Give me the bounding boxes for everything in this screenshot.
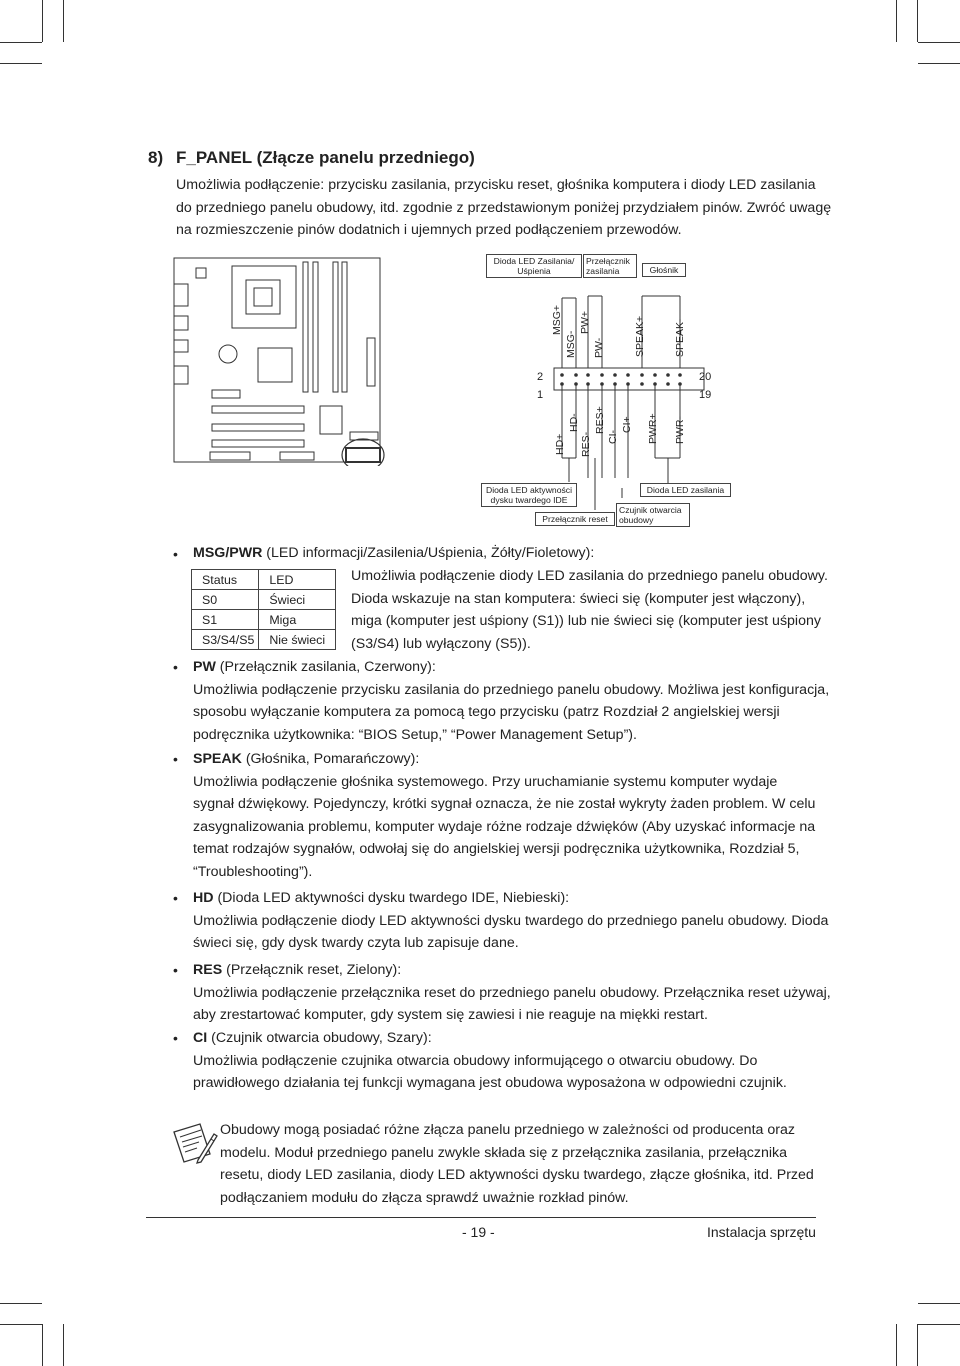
- speak-subtitle: (Głośnika, Pomarańczowy):: [241, 751, 420, 767]
- hd-section: [193, 887, 828, 955]
- power-led-label: Dioda LED zasilania: [640, 483, 731, 497]
- desc-line: Dioda wskazuje na stan komputera: świeci się (komputer jest włączony),: [351, 590, 806, 607]
- reset-switch-label: Przełącznik reset: [535, 512, 615, 526]
- body-line: aby zrestartować komputer, gdy system się zawiesi i nie reaguje na miękki restart.: [193, 1007, 708, 1023]
- note-line: modelu. Moduł przedniego panelu zwykle składa się z przełącznika zasilania, przełącznika: [220, 1144, 788, 1161]
- label-line: Uśpienia: [517, 266, 551, 276]
- intro-line: na rozmieszczenie pinów dodatnich i ujemnych przed podłączeniem przewodów.: [176, 222, 682, 238]
- table-cell: Nie świeci: [259, 630, 336, 650]
- desc-line: Umożliwia podłączenie diody LED zasilania do przedniego panelu obudowy.: [351, 568, 828, 584]
- ci-section: [193, 1027, 787, 1095]
- speak-title: SPEAK: [193, 751, 242, 767]
- crop-mark: [42, 0, 43, 42]
- label-line: Dioda LED aktywności: [486, 485, 572, 495]
- msg-description: [351, 565, 828, 655]
- res-subtitle: (Przełącznik reset, Zielony):: [222, 962, 402, 978]
- pin-label: PW-: [593, 337, 605, 358]
- msg-subtitle: (LED informacji/Zasilenia/Uśpienia, Żółty/Fioletowy):: [262, 545, 595, 561]
- table-row: [192, 570, 336, 590]
- bullet: •: [173, 659, 178, 675]
- note-line: resetu, diody LED zasilania, diody LED aktywności dysku twardego, złącze głośnika, itd. Przed: [220, 1167, 814, 1183]
- ci-title: CI: [193, 1030, 208, 1046]
- hd-subtitle: (Dioda LED aktywności dysku twardego IDE, Niebieski):: [213, 890, 570, 906]
- bullet: •: [173, 751, 178, 767]
- label-line: dysku twardego IDE: [490, 495, 568, 505]
- bullet: •: [173, 1030, 178, 1046]
- body-line: temat rodzajów sygnałów, odwołaj się do angielskiej wersji podręcznika użytkownika, Rozdział 5,: [193, 841, 800, 857]
- body-line: prawidłowego działania tej funkcji wymagana jest obudowa wyposażona w odpowiedni czujnik.: [193, 1075, 787, 1091]
- body-line: podręcznika użytkownika: “BIOS Setup,” “Power Management Setup”).: [193, 726, 637, 743]
- body-line: Umożliwia podłączenie diody LED aktywności dysku twardego do przedniego panelu obudowy. Dioda: [193, 912, 829, 929]
- msg-title: MSG/PWR: [193, 545, 263, 561]
- pin-number: 1: [537, 389, 544, 401]
- table-cell: S0: [192, 590, 259, 610]
- msg-heading: [193, 545, 594, 561]
- footer-divider: [146, 1217, 816, 1218]
- pin-label: HD+: [554, 433, 566, 455]
- crop-mark: [0, 1324, 42, 1325]
- section-number: 8): [148, 148, 164, 167]
- pin-label: CI+: [621, 416, 633, 433]
- pin-label: MSG+: [551, 304, 563, 335]
- res-heading: [193, 959, 831, 982]
- pin-label: SPEAK-: [674, 318, 686, 357]
- crop-mark: [918, 1303, 960, 1304]
- speak-section: [193, 748, 815, 883]
- section-title: F_PANEL (Złącze panelu przedniego): [176, 148, 475, 167]
- table-cell: LED: [259, 570, 336, 590]
- res-section: [193, 959, 831, 1027]
- chapter-title: Instalacja sprzętu: [707, 1224, 816, 1240]
- bullet: •: [173, 546, 178, 562]
- crop-mark: [42, 1324, 43, 1366]
- hdd-led-label: [481, 483, 577, 507]
- intro-line: do przedniego panelu obudowy, itd. zgodnie z przedstawionym poniżej przydziałem pinów. Zwróć uwagę: [176, 199, 832, 216]
- pin-number: 19: [699, 389, 712, 401]
- note-line: Obudowy mogą posiadać różne złącza panelu przedniego w zależności od producenta oraz: [220, 1122, 795, 1138]
- table-cell: Status: [192, 570, 259, 590]
- body-line: Umożliwia podłączenie głośnika systemowego. Przy uruchamianie systemu komputer wydaje: [193, 773, 778, 790]
- status-table: [191, 569, 336, 650]
- body-line: “Troubleshooting”).: [193, 863, 313, 880]
- body-line: Umożliwia podłączenie przycisku zasilania do przedniego panelu obudowy. Możliwa jest konfiguracja,: [193, 681, 830, 698]
- pw-subtitle: (Przełącznik zasilania, Czerwony):: [215, 659, 436, 675]
- note-line: podłączaniem modułu do złącza sprawdź uważnie rozkład pinów.: [220, 1189, 629, 1206]
- intro-line: Umożliwia podłączenie: przycisku zasilania, przycisku reset, głośnika komputera i diody LED zasilania: [176, 177, 816, 193]
- ci-subtitle: (Czujnik otwarcia obudowy, Szary):: [207, 1030, 432, 1046]
- note-text: [220, 1119, 814, 1209]
- crop-mark: [63, 1324, 64, 1366]
- label-line: obudowy: [619, 515, 654, 525]
- crop-mark: [918, 1324, 960, 1325]
- pin-number: 2: [537, 371, 544, 383]
- body-line: Umożliwia podłączenie czujnika otwarcia obudowy informującego o otwarciu obudowy. Do: [193, 1052, 758, 1069]
- crop-mark: [918, 42, 960, 43]
- pw-heading: [193, 656, 829, 679]
- pin-label: RES-: [580, 431, 592, 457]
- crop-mark: [896, 1324, 897, 1366]
- crop-mark: [918, 63, 960, 64]
- bullet: •: [173, 962, 178, 978]
- label-line: Czujnik otwarcia: [619, 505, 682, 515]
- pin-label: RES+: [594, 406, 606, 434]
- body-line: sygnał dźwiękowy. Pojedynczy, krótki sygnał oznacza, że nie został wykryty żaden problem. W celu: [193, 796, 816, 812]
- page-number: - 19 -: [462, 1224, 495, 1240]
- table-cell: Świeci: [259, 590, 336, 610]
- crop-mark: [0, 63, 42, 64]
- hd-title: HD: [193, 890, 214, 906]
- pin-label: PWR+: [647, 413, 659, 444]
- crop-mark: [917, 1324, 918, 1366]
- pin-label: CI-: [607, 430, 619, 444]
- table-row: [192, 590, 336, 610]
- pin-label: PW+: [579, 310, 591, 334]
- crop-mark: [0, 1303, 42, 1304]
- intro-paragraph: [176, 174, 831, 242]
- table-cell: S1: [192, 610, 259, 630]
- pin-number: 20: [699, 371, 712, 383]
- desc-line: (S3/S4) lub wyłączony (S5)).: [351, 635, 531, 652]
- body-line: Umożliwia podłączenie przełącznika reset do przedniego panelu obudowy. Przełącznika reset używaj,: [193, 984, 831, 1001]
- crop-mark: [0, 42, 42, 43]
- pin-label: HD-: [568, 413, 580, 432]
- speaker-label: Głośnik: [642, 263, 686, 277]
- ci-heading: [193, 1027, 787, 1050]
- hd-heading: [193, 887, 828, 910]
- table-cell: Miga: [259, 610, 336, 630]
- bullet: •: [173, 890, 178, 906]
- motherboard-diagram: [170, 254, 385, 466]
- power-switch-label: [583, 254, 637, 278]
- desc-line: miga (komputer jest uśpiony (S1)) lub nie świeci się (komputer jest uśpiony: [351, 613, 821, 629]
- label-line: zasilania: [586, 266, 620, 276]
- body-line: zasygnalizowania problemu, komputer wydaje różne rodzaje dźwięków (Aby uzyskać informacje na: [193, 818, 816, 835]
- pin-label: MSG-: [565, 330, 577, 358]
- body-line: świeci się, gdy dysk twardy czyta lub zapisuje dane.: [193, 935, 519, 951]
- table-cell: S3/S4/S5: [192, 630, 259, 650]
- crop-mark: [896, 0, 897, 42]
- crop-mark: [917, 0, 918, 42]
- crop-mark: [63, 0, 64, 42]
- pin-label: SPEAK+: [634, 315, 646, 357]
- pw-section: [193, 656, 829, 746]
- body-line: sposobu wyłączanie komputera za pomocą tego przycisku (patrz Rozdział 2 angielskiej wersji: [193, 704, 780, 720]
- table-row: [192, 610, 336, 630]
- res-title: RES: [193, 962, 223, 978]
- pw-title: PW: [193, 659, 216, 675]
- note-pencil-icon: [170, 1120, 218, 1164]
- label-line: Przełącznik: [586, 256, 630, 266]
- pin-label: PWR-: [674, 416, 686, 444]
- table-row: [192, 630, 336, 650]
- label-line: Dioda LED Zasilania/: [493, 256, 575, 266]
- led-sleep-label: [486, 254, 582, 278]
- speak-heading: [193, 748, 815, 771]
- chassis-intrusion-label: [616, 503, 690, 527]
